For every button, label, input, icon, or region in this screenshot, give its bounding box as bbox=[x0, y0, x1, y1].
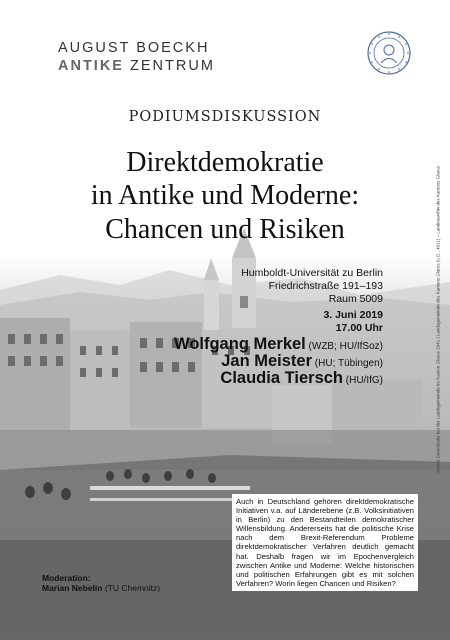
event-time: 17.00 Uhr bbox=[335, 322, 383, 334]
logo-line1: AUGUST BOECKH bbox=[58, 40, 210, 56]
logo-line2 bbox=[58, 58, 215, 74]
title-line2: in Antike und Moderne: bbox=[90, 180, 360, 211]
abstract-text: Auch in Deutschland gehören direktdemokratische Initiativen v.a. auf Länderebene (z.B. Volksinitiativen in Berlin) zu den Bestandteilen demokratischer Willensbildung. Andererseits hat die politische Krise nach dem Brexit-Referendum Probleme direktdemokratischer Verfahren deutlich gemacht hat. Deshalb fragen wir im Epochenvergleich zwischen Antike und Moderne: Welche historischen und politischen Erfahrungen gibt es mit solchen Verfahren? Worin liegen Chancen und Risiken? bbox=[232, 494, 418, 591]
university-seal-icon bbox=[366, 30, 412, 76]
speaker-3-name: Claudia Tiersch bbox=[220, 369, 343, 387]
venue-line2: Friedrichstraße 191–193 bbox=[268, 280, 383, 292]
speaker-3 bbox=[220, 369, 383, 388]
speaker-1-name: Wolfgang Merkel bbox=[174, 335, 306, 353]
speaker-2-affiliation: (HU; Tübingen) bbox=[312, 358, 383, 369]
title-line3: Chancen und Risiken bbox=[105, 214, 345, 245]
venue-line1: Humboldt-Universität zu Berlin bbox=[241, 267, 383, 279]
speaker-3-affiliation: (HU/IfG) bbox=[343, 375, 383, 386]
event-kicker: PODIUMSDISKUSSION bbox=[128, 109, 322, 125]
title-line1: Direktdemokratie bbox=[126, 147, 324, 178]
venue-line3: Raum 5009 bbox=[328, 293, 383, 305]
event-date: 3. Juni 2019 bbox=[323, 309, 383, 321]
logo-line2-rest: ZENTRUM bbox=[123, 58, 215, 74]
speaker-1-affiliation: (WZB; HU/IfSoz) bbox=[305, 341, 383, 352]
moderator-affiliation: (TU Chemnitz) bbox=[102, 583, 161, 593]
moderation-label: Moderation: bbox=[42, 573, 91, 583]
speaker-2-name: Jan Meister bbox=[221, 352, 313, 370]
photo-credit: Direkte Demokratie bei der Landsgemeinde im Kanton Glarus 1941 | Landsgemeinde des Kantons Glarus (o.D., 4011) – Landesarchiv des Kantons Glarus bbox=[435, 166, 441, 474]
moderation-block bbox=[42, 573, 160, 593]
moderator-name: Marian Nebelin bbox=[42, 583, 103, 593]
logo-line2-bold: ANTIKE bbox=[58, 58, 124, 74]
